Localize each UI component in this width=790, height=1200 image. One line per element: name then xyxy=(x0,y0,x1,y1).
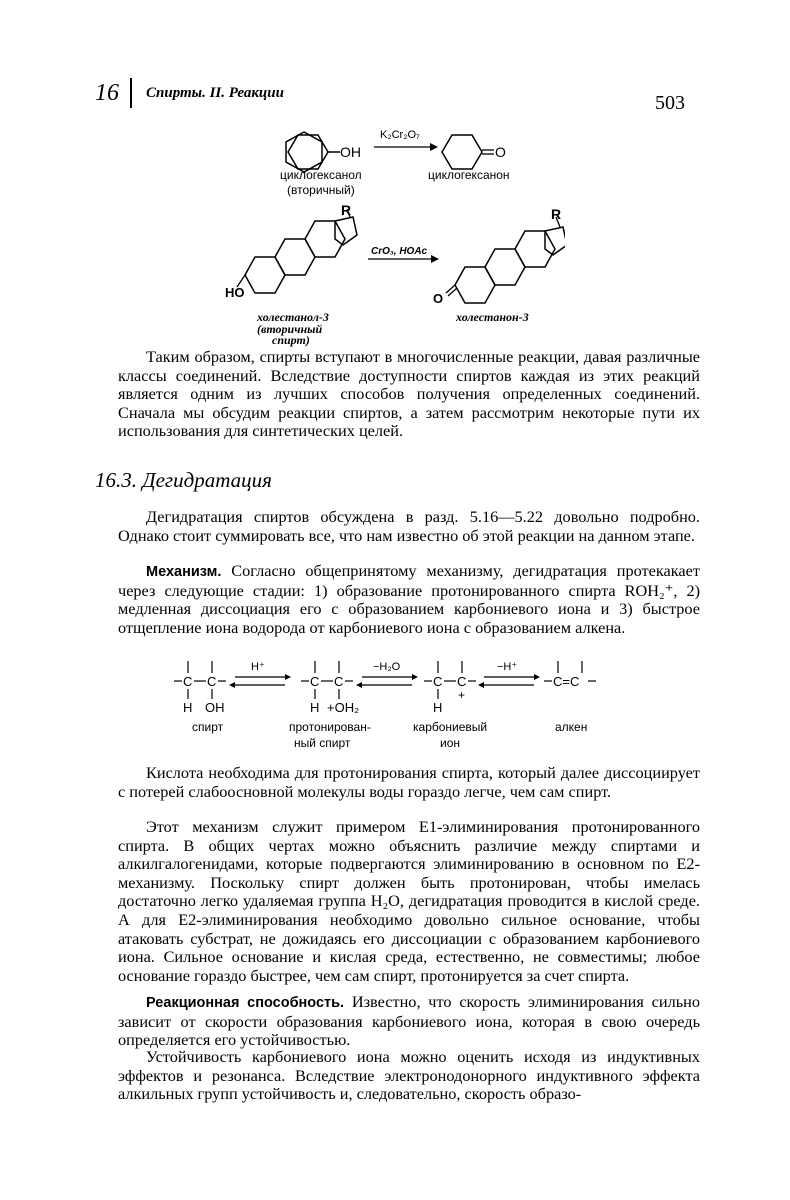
paragraph-intro: Дегидратация спиртов обсуждена в разд. 5.16—5.22 довольно подробно. Однако стоит суммировать все, что нам известно об этой реакции на данном этапе. xyxy=(118,507,700,545)
oh2-group: +OH₂ xyxy=(327,700,360,715)
cyclohexanol-note: (вторичный) xyxy=(287,183,355,197)
carbonyl-oxygen: O xyxy=(495,144,506,160)
paragraph-summary: Таким образом, спирты вступают в многочисленные реакции, давая различные классы соединений. Вследствие доступности спиртов каждая из этих реакций является одним из лучших способов получения определенных соединений. Сначала мы обсудим реакции спиртов, а затем рассмотрим некоторые пути их использования для синтетических целей. xyxy=(118,347,700,441)
alkene-double-bond: C=C xyxy=(553,674,580,689)
equilibrium-arrow-icon xyxy=(412,674,418,680)
atom-h: H xyxy=(183,700,193,715)
mechanism-lead: Механизм. xyxy=(146,564,222,580)
ho-group: HO xyxy=(225,285,245,300)
cholestanol-label: холестанол-3 xyxy=(257,310,329,324)
arrow-head-icon xyxy=(431,255,439,263)
header-divider xyxy=(130,78,132,108)
steroid-skeleton-icon xyxy=(455,227,565,303)
paragraph-e1-e2: Этот механизм служит примером E1-элиминирования протонированного спирта. В общих чертах можно объяснить различие между спиртами и алкилгалогенидами, которые подвергаются элиминированию в основном по E2-механизму. Поскольку спирт должен быть протонирован, чтобы имелась достаточно легко удаляемая группа H₂O, дегидратация проводится в кислой среде. А для E2-элиминирования необходимо довольно сильное основание, чтобы атаковать субстрат, не дожидаясь его диссоциации с образованием карбониевого иона. Сильное основание и кислая среда, естественно, не совместимы; любое основание гораздо быстрее, чем сам спирт, протонируется за счет спирта. xyxy=(118,817,700,985)
label-carbonium-1: карбониевый xyxy=(413,720,488,734)
atom-c: C xyxy=(207,674,217,689)
scheme-cholestanol-oxidation xyxy=(225,205,565,310)
section-title: 16.3. Дегидратация xyxy=(95,468,272,492)
cholestanol-note-1: (вторичный xyxy=(257,322,323,336)
running-title: Спирты. II. Реакции xyxy=(146,85,284,101)
atom-c: C xyxy=(334,674,344,689)
atom-c: C xyxy=(183,674,193,689)
atom-c: C xyxy=(310,674,320,689)
label-protonated-2: ный спирт xyxy=(294,736,351,750)
positive-charge: + xyxy=(458,688,466,702)
reactivity-text: Известно, что скорость элиминирования сильно зависит от скорости образования карбониевого иона, которая в свою очередь определяется его устойчивостью. xyxy=(118,992,700,1050)
equilibrium-arrow-icon xyxy=(285,674,291,680)
equilibrium-arrow-icon xyxy=(534,674,540,680)
mechanism-text-before: Согласно общепринятому механизму, дегидратация протекакает через следующие стадии: 1) образование протонированного спирта xyxy=(118,561,700,600)
paragraph-stability: Устойчивость карбониевого иона можно оценить исходя из индуктивных эффектов и резонанса. Вследствие электронодонорного индуктивного эффекта алкильных групп устойчивость и, следовательно, скорость образо- xyxy=(118,1047,700,1104)
cyclohexanone-label: циклогексанон xyxy=(428,168,510,182)
r-group-product: R xyxy=(551,206,562,222)
paragraph-mechanism xyxy=(118,562,700,637)
reagent-cro3: CrO₃, HOAc xyxy=(371,246,428,257)
reagent-h-plus: H⁺ xyxy=(251,661,265,673)
page-number: 503 xyxy=(655,92,685,114)
carbonyl-oxygen-steroid: O xyxy=(433,291,444,306)
label-carbonium-2: ион xyxy=(440,736,461,750)
cyclohexanone-ring-icon xyxy=(442,135,482,169)
cholestanol-note-2: спирт) xyxy=(272,333,310,347)
atom-c: C xyxy=(433,674,443,689)
paragraph-acid-role: Кислота необходима для протонирования спирта, который далее диссоциирует с потерей слабоосновной молекулы воды гораздо легче, чем сам спирт. xyxy=(118,763,700,801)
reactivity-lead: Реакционная способность. xyxy=(146,995,345,1011)
atom-c: C xyxy=(457,674,467,689)
paragraph-reactivity xyxy=(118,993,700,1050)
roh2-formula: ROH₂⁺ xyxy=(624,580,674,600)
reagent-minus-h2o: −H₂O xyxy=(373,661,401,673)
atom-h: H xyxy=(310,700,320,715)
r-group: R xyxy=(341,205,352,218)
oh-group: OH xyxy=(340,144,361,160)
atom-h: H xyxy=(433,700,443,715)
cholestanone-label: холестанон-3 xyxy=(456,310,529,324)
cyclohexane-ring-icon xyxy=(286,132,322,172)
cyclohexanol-label: циклогексанол xyxy=(280,168,362,182)
dehydration-mechanism xyxy=(170,655,630,715)
mechanism-text-after: , 2) медленная диссоциация его с образованием карбониевого иона и 3) быстрое отщепление иона водорода от карбониевого иона с образованием алкена. xyxy=(118,580,701,637)
reagent-k2cr2o7: K₂Cr₂O₇ xyxy=(380,129,420,141)
arrow-head-icon xyxy=(430,143,438,151)
steroid-skeleton-icon xyxy=(245,217,357,293)
label-alkene: алкен xyxy=(555,720,588,734)
reagent-minus-h-plus: −H⁺ xyxy=(497,661,518,673)
label-alcohol: спирт xyxy=(192,720,224,734)
chapter-number: 16 xyxy=(95,80,119,106)
oh-group: OH xyxy=(205,700,225,715)
label-protonated-1: протонирован- xyxy=(289,720,371,734)
